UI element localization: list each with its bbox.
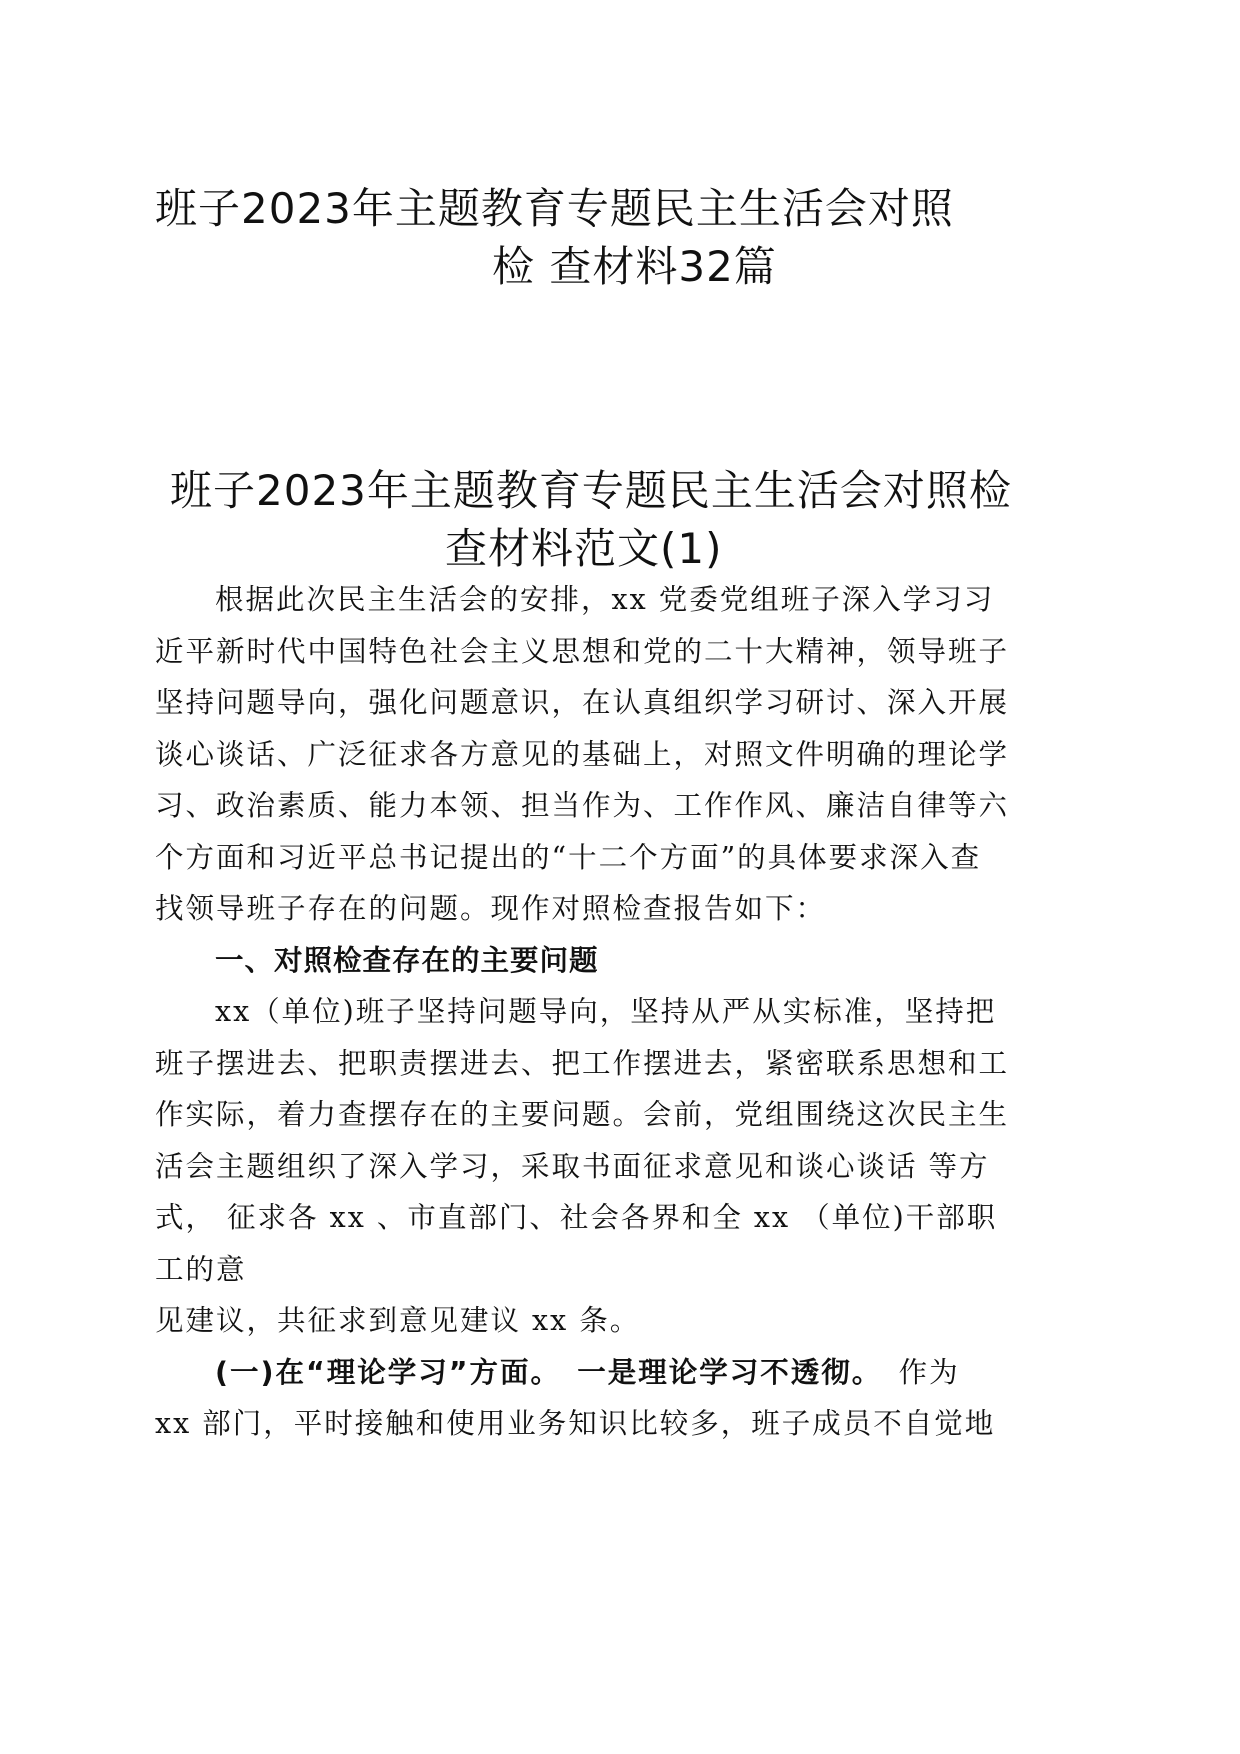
document-title-line-2: 检 查材料32篇 [492,242,777,291]
subsection-point: 一是理论学习不透彻。 [577,1355,869,1389]
document-title [150,180,1090,296]
subsection-label: (一)在“理论学习”方面。 [215,1355,547,1389]
subsection-tail: 作为 [898,1355,960,1389]
paragraph-line: xx 部门，平时接触和使用业务知识比较多，班子成员不自觉地 [155,1407,996,1440]
document-title-line-1: 班子2023年主题教育专题民主生活会对照 [155,184,954,233]
paragraph-line: 个方面和习近平总书记提出的“十二个方面”的具体要求深入查 [155,840,982,874]
paragraph-line: 工的意 [155,1252,247,1286]
paragraph-line: 坚持问题导向，强化问题意识，在认真组织学习研讨、深入开展 [155,686,1010,719]
paragraph-line: 找领导班子存在的问题。现作对照检查报告如下： [155,892,827,925]
paragraph-line: 谈心谈话、广泛征求各方意见的基础上，对照文件明确的理论学 [155,737,1010,771]
subsection-line [155,1347,1085,1399]
article-title-line-2: 查材料范文(1) [445,524,723,573]
paragraph-line: 近平新时代中国特色社会主义思想和党的二十大精神，领导班子 [155,634,1010,668]
section-heading: 一、对照检查存在的主要问题 [215,943,599,977]
paragraph-line: 见建议，共征求到意见建议 xx 条。 [155,1304,641,1337]
paragraph-line: 班子摆进去、把职责摆进去、把工作摆进去，紧密联系思想和工 [155,1046,1010,1080]
intro-paragraph [155,574,1085,1450]
paragraph-line: 根据此次民主生活会的安排，xx 党委党组班子深入学习习 [215,583,995,616]
paragraph-line: 作实际，着力查摆存在的主要问题。会前，党组围绕这次民主生 [155,1098,1010,1131]
paragraph-line: 活会主题组织了深入学习，采取书面征求意见和谈心谈话 等方 [155,1149,990,1183]
article-title-line-1: 班子2023年主题教育专题民主生活会对照检 [170,466,1012,515]
article-title [170,462,1090,578]
paragraph-line: xx（单位)班子坚持问题导向，坚持从严从实标准，坚持把 [215,995,997,1028]
paragraph-line: 式， 征求各 xx 、市直部门、社会各界和全 xx （单位)干部职 [155,1201,998,1234]
paragraph-line: 习、政治素质、能力本领、担当作为、工作作风、廉洁自律等六 [155,789,1010,822]
